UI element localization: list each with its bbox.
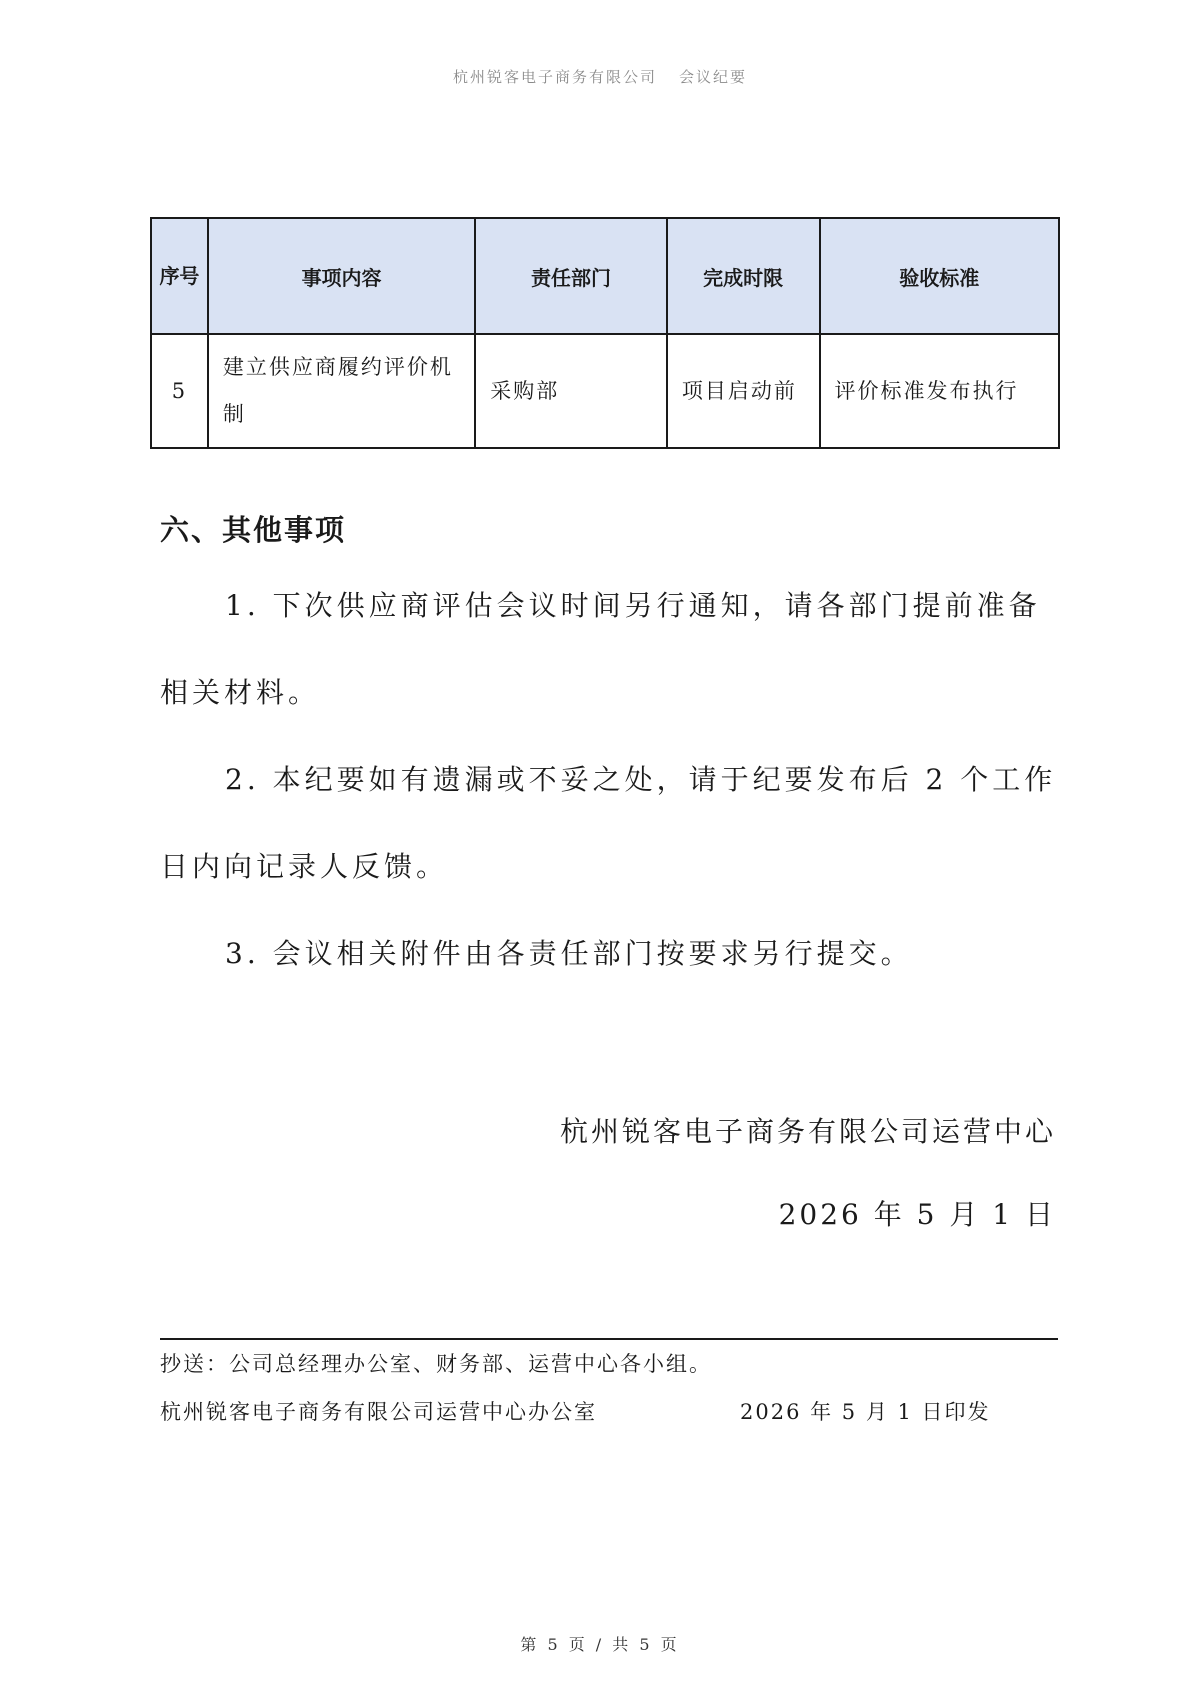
col-header-department: 责任部门 xyxy=(475,218,667,334)
table-header-row xyxy=(151,218,1059,334)
section-title: 六、其他事项 xyxy=(160,513,347,547)
cell-no: 5 xyxy=(151,334,208,448)
signature-date: 2026 年 5 月 1 日 xyxy=(778,1198,1056,1231)
col-header-criteria: 验收标准 xyxy=(820,218,1059,334)
header-company: 杭州锐客电子商务有限公司 xyxy=(452,68,657,86)
divider xyxy=(160,1338,1058,1340)
print-date: 2026 年 5 月 1 日印发 xyxy=(740,1400,991,1424)
cell-department: 采购部 xyxy=(475,334,667,448)
signature-issuer: 杭州锐客电子商务有限公司运营中心 xyxy=(559,1115,1056,1148)
header-doc-type: 会议纪要 xyxy=(679,68,748,86)
print-line xyxy=(160,1396,991,1426)
cell-item: 建立供应商履约评价机制 xyxy=(208,334,475,448)
running-header xyxy=(0,66,1200,87)
print-office: 杭州锐客电子商务有限公司运营中心办公室 xyxy=(160,1400,597,1424)
col-header-item: 事项内容 xyxy=(208,218,475,334)
cell-deadline: 项目启动前 xyxy=(667,334,820,448)
page-number: 第 5 页 / 共 5 页 xyxy=(520,1635,680,1654)
table-row xyxy=(151,334,1059,448)
task-table xyxy=(150,217,1060,449)
cell-criteria: 评价标准发布执行 xyxy=(820,334,1059,448)
list-item: 2. 本纪要如有遗漏或不妥之处，请于纪要发布后 2 个工作日内向记录人反馈。 xyxy=(160,763,1057,883)
cc-line: 抄送：公司总经理办公室、财务部、运营中心各小组。 xyxy=(160,1352,712,1376)
list-item: 1. 下次供应商评估会议时间另行通知，请各部门提前准备相关材料。 xyxy=(160,589,1041,709)
list-item: 3. 会议相关附件由各责任部门按要求另行提交。 xyxy=(225,937,913,970)
col-header-deadline: 完成时限 xyxy=(667,218,820,334)
col-header-no: 序号 xyxy=(151,218,208,334)
